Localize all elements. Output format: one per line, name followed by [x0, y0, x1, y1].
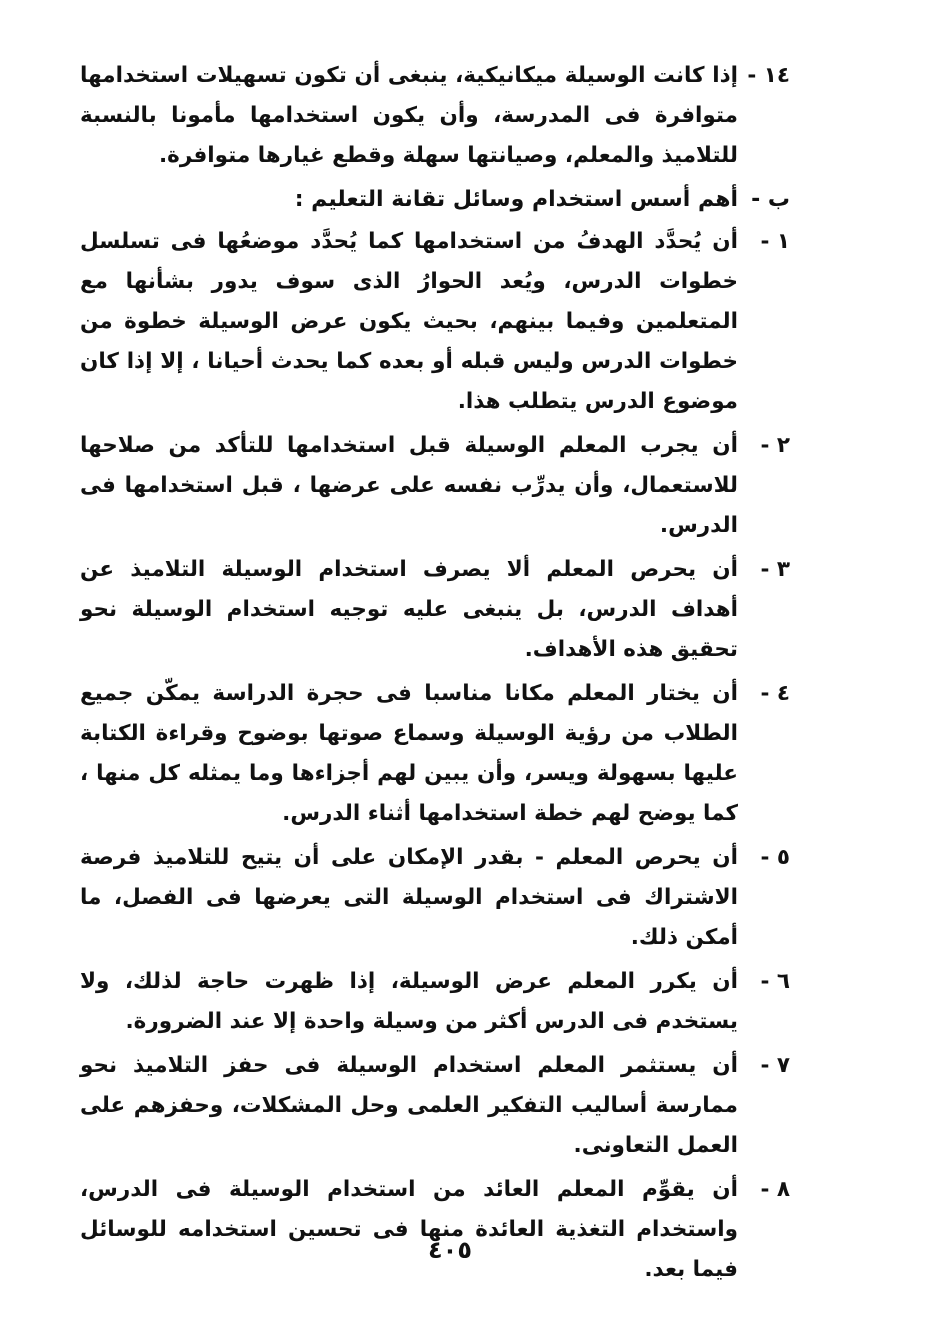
list-item-7: [80, 1046, 790, 1166]
list-item-6: [80, 962, 790, 1042]
section-label: ب -: [751, 187, 790, 212]
item-text: أن يستثمر المعلم استخدام الوسيلة فى حفز التلاميذ نحو ممارسة أساليب التفكير العلمى وحل المشكلات، وحفزهم على العمل التعاونى.: [80, 1053, 738, 1158]
item-number: ٢ -: [760, 433, 790, 458]
list-item-4: [80, 674, 790, 834]
section-title: أهم أسس استخدام وسائل تقانة التعليم :: [294, 187, 738, 212]
item-number: ١ -: [760, 229, 790, 254]
item-number: ٤ -: [760, 681, 790, 706]
list-item-5: [80, 838, 790, 958]
item-text: أن يحرص المعلم ألا يصرف استخدام الوسيلة التلاميذ عن أهداف الدرس، بل ينبغى عليه توجيه استخدام الوسيلة نحو تحقيق هذه الأهداف.: [80, 557, 738, 662]
list-item-2: [80, 426, 790, 546]
page-number: ٤٠٥: [428, 1236, 472, 1264]
item-text: أن يجرب المعلم الوسيلة قبل استخدامها للتأكد من صلاحها للاستعمال، وأن يدرِّب نفسه على عرضها ، قبل استخدامها فى الدرس.: [80, 433, 738, 538]
item-text: أن يُحدَّد الهدفُ من استخدامها كما يُحدَّد موضعُها فى تسلسل خطوات الدرس، ويُعد الحوارُ الذى سوف يدور بشأنها مع المتعلمين وفيما بينهم، بحيث يكون عرض الوسيلة خطوة من خطوات الدرس وليس قبله أو بعده كما يحدث أحيانا ، إلا إذا كان موضوع الدرس يتطلب هذا.: [80, 229, 738, 414]
list-item-3: [80, 550, 790, 670]
item-text: أن يحرص المعلم - بقدر الإمكان على أن يتيح للتلاميذ فرصة الاشتراك فى استخدام الوسيلة التى يعرضها فى الفصل، ما أمكن ذلك.: [80, 845, 738, 950]
item-number: ٥ -: [760, 845, 790, 870]
item-text: أن يختار المعلم مكانا مناسبا فى حجرة الدراسة يمكّن جميع الطلاب من رؤية الوسيلة وسماع صوتها بوضوح وقراءة الكتابة عليها بسهولة ويسر، وأن يبين لهم أجزاءها وما يمثله كل منها ، كما يوضح لهم خطة استخدامها أثناء الدرس.: [80, 681, 738, 826]
list-item-14: [80, 56, 790, 176]
item-number: ٨ -: [760, 1177, 790, 1202]
item-text: أن يقوِّم المعلم العائد من استخدام الوسيلة فى الدرس، واستخدام التغذية العائدة منها فى تحسين استخدامه للوسائل فيما بعد.: [80, 1177, 738, 1282]
item-text: أن يكرر المعلم عرض الوسيلة، إذا ظهرت حاجة لذلك، ولا يستخدم فى الدرس أكثر من وسيلة واحدة إلا عند الضرورة.: [80, 969, 738, 1034]
list-item-8: [80, 1170, 790, 1290]
item-number: ١٤ -: [747, 63, 790, 88]
list-item-1: [80, 222, 790, 422]
item-text: إذا كانت الوسيلة ميكانيكية، ينبغى أن تكون تسهيلات استخدامها متوافرة فى المدرسة، وأن يكون استخدامها مأمونا بالنسبة للتلاميذ والمعلم، وصيانتها سهلة وقطع غيارها متوافرة.: [80, 63, 738, 168]
section-heading: [80, 180, 790, 220]
item-number: ٦ -: [760, 969, 790, 994]
item-number: ٧ -: [760, 1053, 790, 1078]
page-content: [80, 56, 790, 1294]
item-number: ٣ -: [760, 557, 790, 582]
